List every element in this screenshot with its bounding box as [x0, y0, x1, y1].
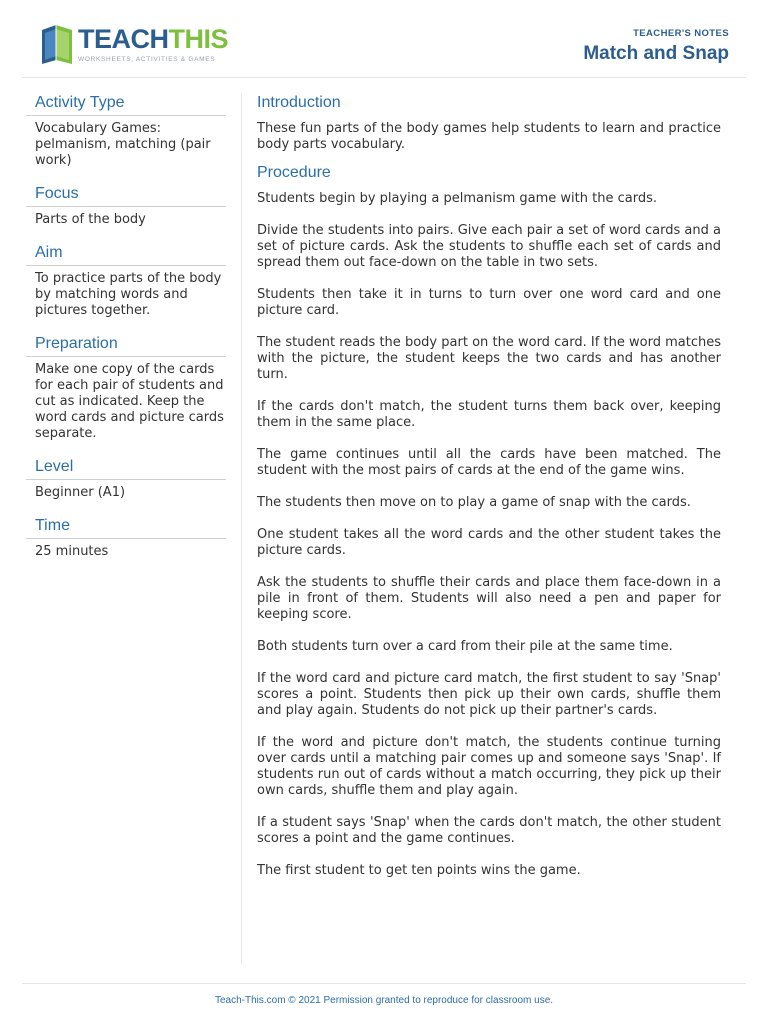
- logo-word-this: THIS: [168, 24, 229, 54]
- procedure-paragraph: The game continues until all the cards have been matched. The student with the most pairs of cards at the end of the game wins.: [257, 447, 721, 478]
- sidebar-heading: Preparation: [26, 335, 226, 357]
- procedure-paragraph: The students then move on to play a game of snap with the cards.: [257, 495, 691, 510]
- procedure-paragraph: One student takes all the word cards and the other student takes the picture cards.: [257, 527, 721, 558]
- sidebar-section-preparation: [26, 335, 226, 442]
- introduction-heading: Introduction: [257, 94, 341, 111]
- teachers-notes-label: TEACHER'S NOTES: [633, 28, 729, 39]
- page-title: Match and Snap: [583, 43, 729, 64]
- main-content: [257, 94, 721, 895]
- procedure-heading: Procedure: [257, 164, 331, 181]
- procedure-paragraph: The student reads the body part on the word card. If the word matches with the picture, the student keeps the two cards and has another turn.: [257, 335, 721, 382]
- introduction-text: These fun parts of the body games help students to learn and practice body parts vocabulary.: [257, 121, 721, 152]
- sidebar-heading: Aim: [26, 244, 226, 266]
- sidebar-text: Make one copy of the cards for each pair of students and cut as indicated. Keep the word cards and picture cards separate.: [35, 362, 224, 441]
- logo-tagline: WORKSHEETS, ACTIVITIES & GAMES: [78, 56, 216, 63]
- header-divider: [22, 77, 746, 78]
- procedure-paragraph: If the cards don't match, the student turns them back over, keeping them in the same place.: [257, 399, 721, 430]
- sidebar-section-level: [26, 458, 226, 501]
- procedure-paragraph: Ask the students to shuffle their cards and place them face-down in a pile in front of them. Students will also need a pen and paper for keeping score.: [257, 575, 721, 622]
- footer-divider: [22, 983, 746, 984]
- procedure-paragraph: The first student to get ten points wins the game.: [257, 863, 581, 878]
- sidebar-text: Beginner (A1): [35, 485, 126, 500]
- book-logo-icon: [36, 22, 76, 66]
- sidebar-text: Parts of the body: [35, 212, 146, 227]
- column-divider: [241, 94, 242, 964]
- sidebar-heading: Level: [26, 458, 226, 480]
- sidebar-heading: Time: [26, 517, 226, 539]
- sidebar-text: 25 minutes: [35, 544, 109, 559]
- procedure-paragraph: Students begin by playing a pelmanism game with the cards.: [257, 191, 657, 206]
- footer-copyright: Teach-This.com © 2021 Permission granted to reproduce for classroom use.: [214, 995, 554, 1006]
- sidebar-heading: Focus: [26, 185, 226, 207]
- procedure-paragraph: Students then take it in turns to turn over one word card and one picture card.: [257, 287, 721, 318]
- procedure-paragraph: Both students turn over a card from their pile at the same time.: [257, 639, 673, 654]
- sidebar-heading: Activity Type: [26, 94, 226, 116]
- logo-wordmark: [78, 26, 228, 53]
- sidebar-section-time: [26, 517, 226, 560]
- teach-this-logo[interactable]: [36, 22, 236, 72]
- procedure-paragraph: If the word and picture don't match, the students continue turning over cards until a matching pair comes up and someone says 'Snap'. If students run out of cards without a match occurring, they pick up their own cards, shuffle them and play again.: [257, 735, 721, 798]
- sidebar-text: Vocabulary Games: pelmanism, matching (pair work): [35, 121, 211, 168]
- sidebar: [26, 94, 226, 576]
- sidebar-section-activity-type: [26, 94, 226, 169]
- sidebar-section-aim: [26, 244, 226, 319]
- sidebar-text: To practice parts of the body by matching words and pictures together.: [35, 271, 222, 318]
- logo-word-teach: TEACH: [78, 24, 169, 54]
- procedure-paragraph: If a student says 'Snap' when the cards don't match, the other student scores a point and the game continues.: [257, 815, 721, 846]
- page-header: [0, 0, 768, 78]
- procedure-paragraph: Divide the students into pairs. Give each pair a set of word cards and a set of picture cards. Ask the students to shuffle each set of cards and spread them out face-down on the table in two sets.: [257, 223, 721, 270]
- procedure-paragraph: If the word card and picture card match, the first student to say 'Snap' scores a point. Students then pick up their own cards, shuffle them and play again. Students do not pick up their partner's cards.: [257, 671, 721, 718]
- sidebar-section-focus: [26, 185, 226, 228]
